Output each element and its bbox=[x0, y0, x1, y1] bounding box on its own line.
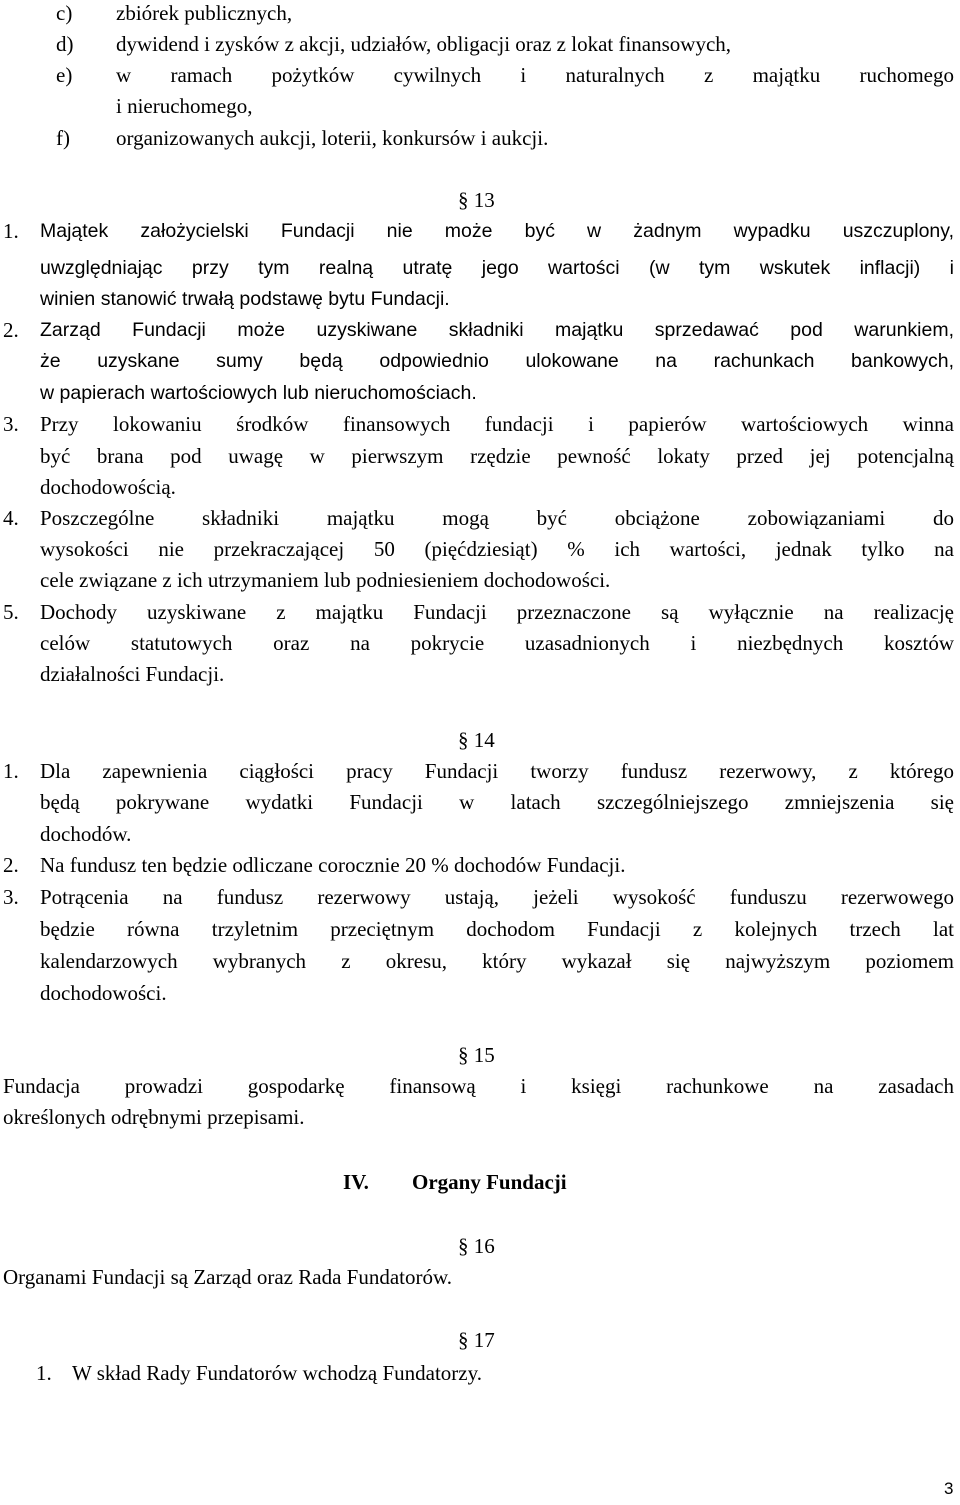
sec13-item5-line2: celów statutowych oraz na pokrycie uzasadnionych i niezbędnych kosztów bbox=[40, 631, 954, 655]
list-label-f: f) bbox=[56, 126, 70, 150]
list-label-c: c) bbox=[56, 1, 73, 25]
list-text-e-line1: w ramach pożytków cywilnych i naturalnych z majątku ruchomego bbox=[116, 63, 954, 87]
sec15-line2: określonych odrębnymi przepisami. bbox=[3, 1105, 305, 1129]
sec13-item1-line1: Majątek założycielski Fundacji nie może być w żadnym wypadku uszczuplony, bbox=[40, 220, 954, 242]
sec13-item2-line2: że uzyskane sumy będą odpowiednio ulokowane na rachunkach bankowych, bbox=[40, 350, 954, 372]
sec14-item1-line1: Dla zapewnienia ciągłości pracy Fundacji tworzy fundusz rezerwowy, z którego bbox=[40, 759, 954, 783]
sec13-item1-line2: uwzględniając przy tym realną utratę jego wartości (w tym wskutek inflacji) i bbox=[40, 257, 954, 279]
chapter-number: IV. bbox=[343, 1170, 369, 1194]
sec13-item4-line2: wysokości nie przekraczającej 50 (pięćdziesiąt) % ich wartości, jednak tylko na bbox=[40, 537, 954, 561]
sec14-item1-num: 1. bbox=[3, 759, 19, 783]
sec14-item3-line2: będzie równa trzyletnim przeciętnym dochodom Fundacji z kolejnych trzech lat bbox=[40, 917, 954, 941]
sec14-item2-num: 2. bbox=[3, 853, 19, 877]
sec14-item1-line3: dochodów. bbox=[40, 822, 132, 846]
sec14-item1-line2: będą pokrywane wydatki Fundacji w latach szczególniejszego zmniejszenia się bbox=[40, 790, 954, 814]
sec14-item3-num: 3. bbox=[3, 885, 19, 909]
page-number: 3 bbox=[944, 1479, 954, 1498]
sec16-text: Organami Fundacji są Zarząd oraz Rada Fundatorów. bbox=[3, 1265, 453, 1289]
sec13-item1-num: 1. bbox=[3, 219, 19, 243]
list-label-d: d) bbox=[56, 32, 74, 56]
list-text-f: organizowanych aukcji, loterii, konkursów i aukcji. bbox=[116, 126, 549, 150]
sec13-item3-line2: być brana pod uwagę w pierwszym rzędzie pewność lokaty przed jej potencjalną bbox=[40, 444, 954, 468]
list-text-d: dywidend i zysków z akcji, udziałów, obligacji oraz z lokat finansowych, bbox=[116, 32, 732, 56]
chapter-title: Organy Fundacji bbox=[412, 1170, 567, 1194]
list-text-e-line2: i nieruchomego, bbox=[116, 94, 253, 118]
sec14-item3-line4: dochodowości. bbox=[40, 981, 167, 1005]
section-17-heading: § 17 bbox=[458, 1328, 495, 1352]
section-13-heading: § 13 bbox=[458, 188, 495, 212]
section-15-heading: § 15 bbox=[458, 1043, 495, 1067]
sec13-item5-num: 5. bbox=[3, 600, 19, 624]
list-text-c: zbiórek publicznych, bbox=[116, 1, 293, 25]
sec13-item2-num: 2. bbox=[3, 318, 19, 342]
sec17-item1-num: 1. bbox=[36, 1361, 52, 1385]
section-14-heading: § 14 bbox=[458, 728, 495, 752]
sec15-line1: Fundacja prowadzi gospodarkę finansową i księgi rachunkowe na zasadach bbox=[3, 1074, 954, 1098]
sec13-item3-num: 3. bbox=[3, 412, 19, 436]
sec14-item3-line1: Potrącenia na fundusz rezerwowy ustają, jeżeli wysokość funduszu rezerwowego bbox=[40, 885, 954, 909]
sec13-item5-line3: działalności Fundacji. bbox=[40, 662, 225, 686]
sec13-item2-line3: w papierach wartościowych lub nieruchomościach. bbox=[40, 382, 477, 404]
sec14-item2-line1: Na fundusz ten będzie odliczane corocznie 20 % dochodów Fundacji. bbox=[40, 853, 626, 877]
sec13-item3-line1: Przy lokowaniu środków finansowych fundacji i papierów wartościowych winna bbox=[40, 412, 954, 436]
sec13-item5-line1: Dochody uzyskiwane z majątku Fundacji przeznaczone są wyłącznie na realizację bbox=[40, 600, 954, 624]
sec13-item4-line3: cele związane z ich utrzymaniem lub podniesieniem dochodowości. bbox=[40, 568, 611, 592]
sec13-item2-line1: Zarząd Fundacji może uzyskiwane składniki majątku sprzedawać pod warunkiem, bbox=[40, 319, 954, 341]
sec14-item3-line3: kalendarzowych wybranych z okresu, który wykazał się najwyższym poziomem bbox=[40, 949, 954, 973]
sec17-item1-text: W skład Rady Fundatorów wchodzą Fundatorzy. bbox=[72, 1361, 483, 1385]
sec13-item3-line3: dochodowością. bbox=[40, 475, 176, 499]
section-16-heading: § 16 bbox=[458, 1234, 495, 1258]
sec13-item1-line3: winien stanowić trwałą podstawę bytu Fundacji. bbox=[40, 288, 450, 310]
list-label-e: e) bbox=[56, 63, 73, 87]
sec13-item4-line1: Poszczególne składniki majątku mogą być obciążone zobowiązaniami do bbox=[40, 506, 954, 530]
sec13-item4-num: 4. bbox=[3, 506, 19, 530]
